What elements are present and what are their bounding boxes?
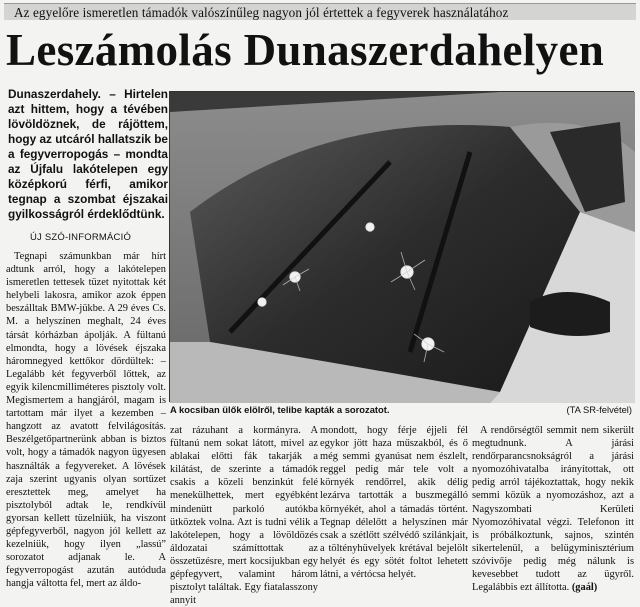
byline: ÚJ SZÓ-INFORMÁCIÓ xyxy=(30,232,132,243)
article-column-2 xyxy=(170,424,318,607)
article-column-3 xyxy=(320,424,468,596)
column-4-text: A rendőrségtől semmit nem sikerült megtudnunk. A járási rendőrparancsnokságról a járási nyomozóhivatalba irányítottak, ott pedig arról tájékoztattak, hogy nekik semmi közük a nyomozáshoz, azt a Nagyszombati Kerületi Nyomozóhivatal végzi. Telefonon itt is próbálkoztunk, sajnos, szintén sikertelenül, a belügyminisztérium szóvivője pedig még nálunk is kevesebbet tudott az ügyről. Legalábbis ezt állította. xyxy=(472,425,634,594)
article-column-4 xyxy=(472,424,634,596)
article-photo xyxy=(169,91,634,402)
lead-text: Dunaszerdahely. – Hirtelen azt hittem, hogy a tévében lövöldöznek, de rájöttem, hogy az utcáról hallatszik be a fegyverropogás – mondta az Újfalu lakótelepen egy középkorú férfi, amikor tegnap a szombat éjszakai gyilkosságról érdeklődtünk. xyxy=(8,87,168,221)
car-windshield-photo xyxy=(170,92,635,403)
column-3-text: mondott, hogy férje éjjeli fél egykor jött haza műszakból, és ő még semmi gyanúsat nem észlelt, reggel pedig már tele volt a környék rendőrrel, akik délig lezárva tartották a buszmegálló környékét, ahol a támadás történt. Tegnap délelőtt a helyszínen már csak a szétlőtt szélvédő szilánkjait, a töltényhüvelyek krétával bejelölt helyét és egy sötét foltot lehetett látni, a vértócsa helyét. xyxy=(320,425,468,581)
article-column-1 xyxy=(6,250,166,596)
column-4-paragraph xyxy=(472,424,634,594)
photo-credit: (TA SR-felvétel) xyxy=(566,404,632,415)
column-2-text: zat rázuhant a kormányra. A fültanú nem sokat látott, mivel az ablakai előtti fák takarják a kilátást, de szerinte a támadók csakis a közeli benzinkút felé menekülhettek, mert egyébként mindenütt parkoló autókba ütköztek volna. Azt is tudni vélik a lakótelepen, hogy a lövöldözés áldozatai számíttottak az összetűzésre, mert kocsijukban egy gépfegyvert, valamint három pisztolyt találtak. Egy fiatalasszony annyit xyxy=(170,425,318,607)
photo-caption: A kocsiban ülők elölről, telibe kapták a sorozatot. xyxy=(170,404,390,415)
headline: Leszámolás Dunaszerdahelyen xyxy=(6,25,605,75)
column-1-text: Tegnapi számunkban már hírt adtunk arról, hogy a lakótelepen ismeretlen tettesek tüzet nyitottak két helybeli lakosra, amikor azok éppen beszálltak BMW-jükbe. A 29 éves Cs. M. a helyszínen meghalt, 24 éves társát kórházban ápolják. A fültanú elmondta, hogy a lövések éjszaka háromnegyed kettőkor dördültek: – Legalább két fegyverből lőttek, az egyik kilencmilliméteres pisztoly volt. Megismertem a hangjáról, magam is tartottam már ilyet a kezemben – hangzott az avatott felvilágosítás. Beszélgetőpartnerünk abban is biztos volt, hogy a támadók nagyon ügyesen használták a fegyvereket. A lövések zaja szerint ugyanis olyan sortüzet eresztettek meg, amelyet ha pisztolyból adtak le, rendkívül gyorsan kellett tüzelniük, ha viszont gépfegyverből, nagyon jól kellett az kezelniük, hogy ilyen „lassú” sorozatot adjanak le. A fegyverropogást azután autóduda hangja váltotta fel, mert az áldo- xyxy=(6,251,166,590)
kicker-bar xyxy=(4,3,636,20)
lead-paragraph xyxy=(8,87,168,222)
kicker: Az egyelőre ismeretlen támadók valószínűleg nagyon jól értettek a fegyverek használatához xyxy=(14,5,509,20)
author-signature: (gaál) xyxy=(571,582,598,594)
